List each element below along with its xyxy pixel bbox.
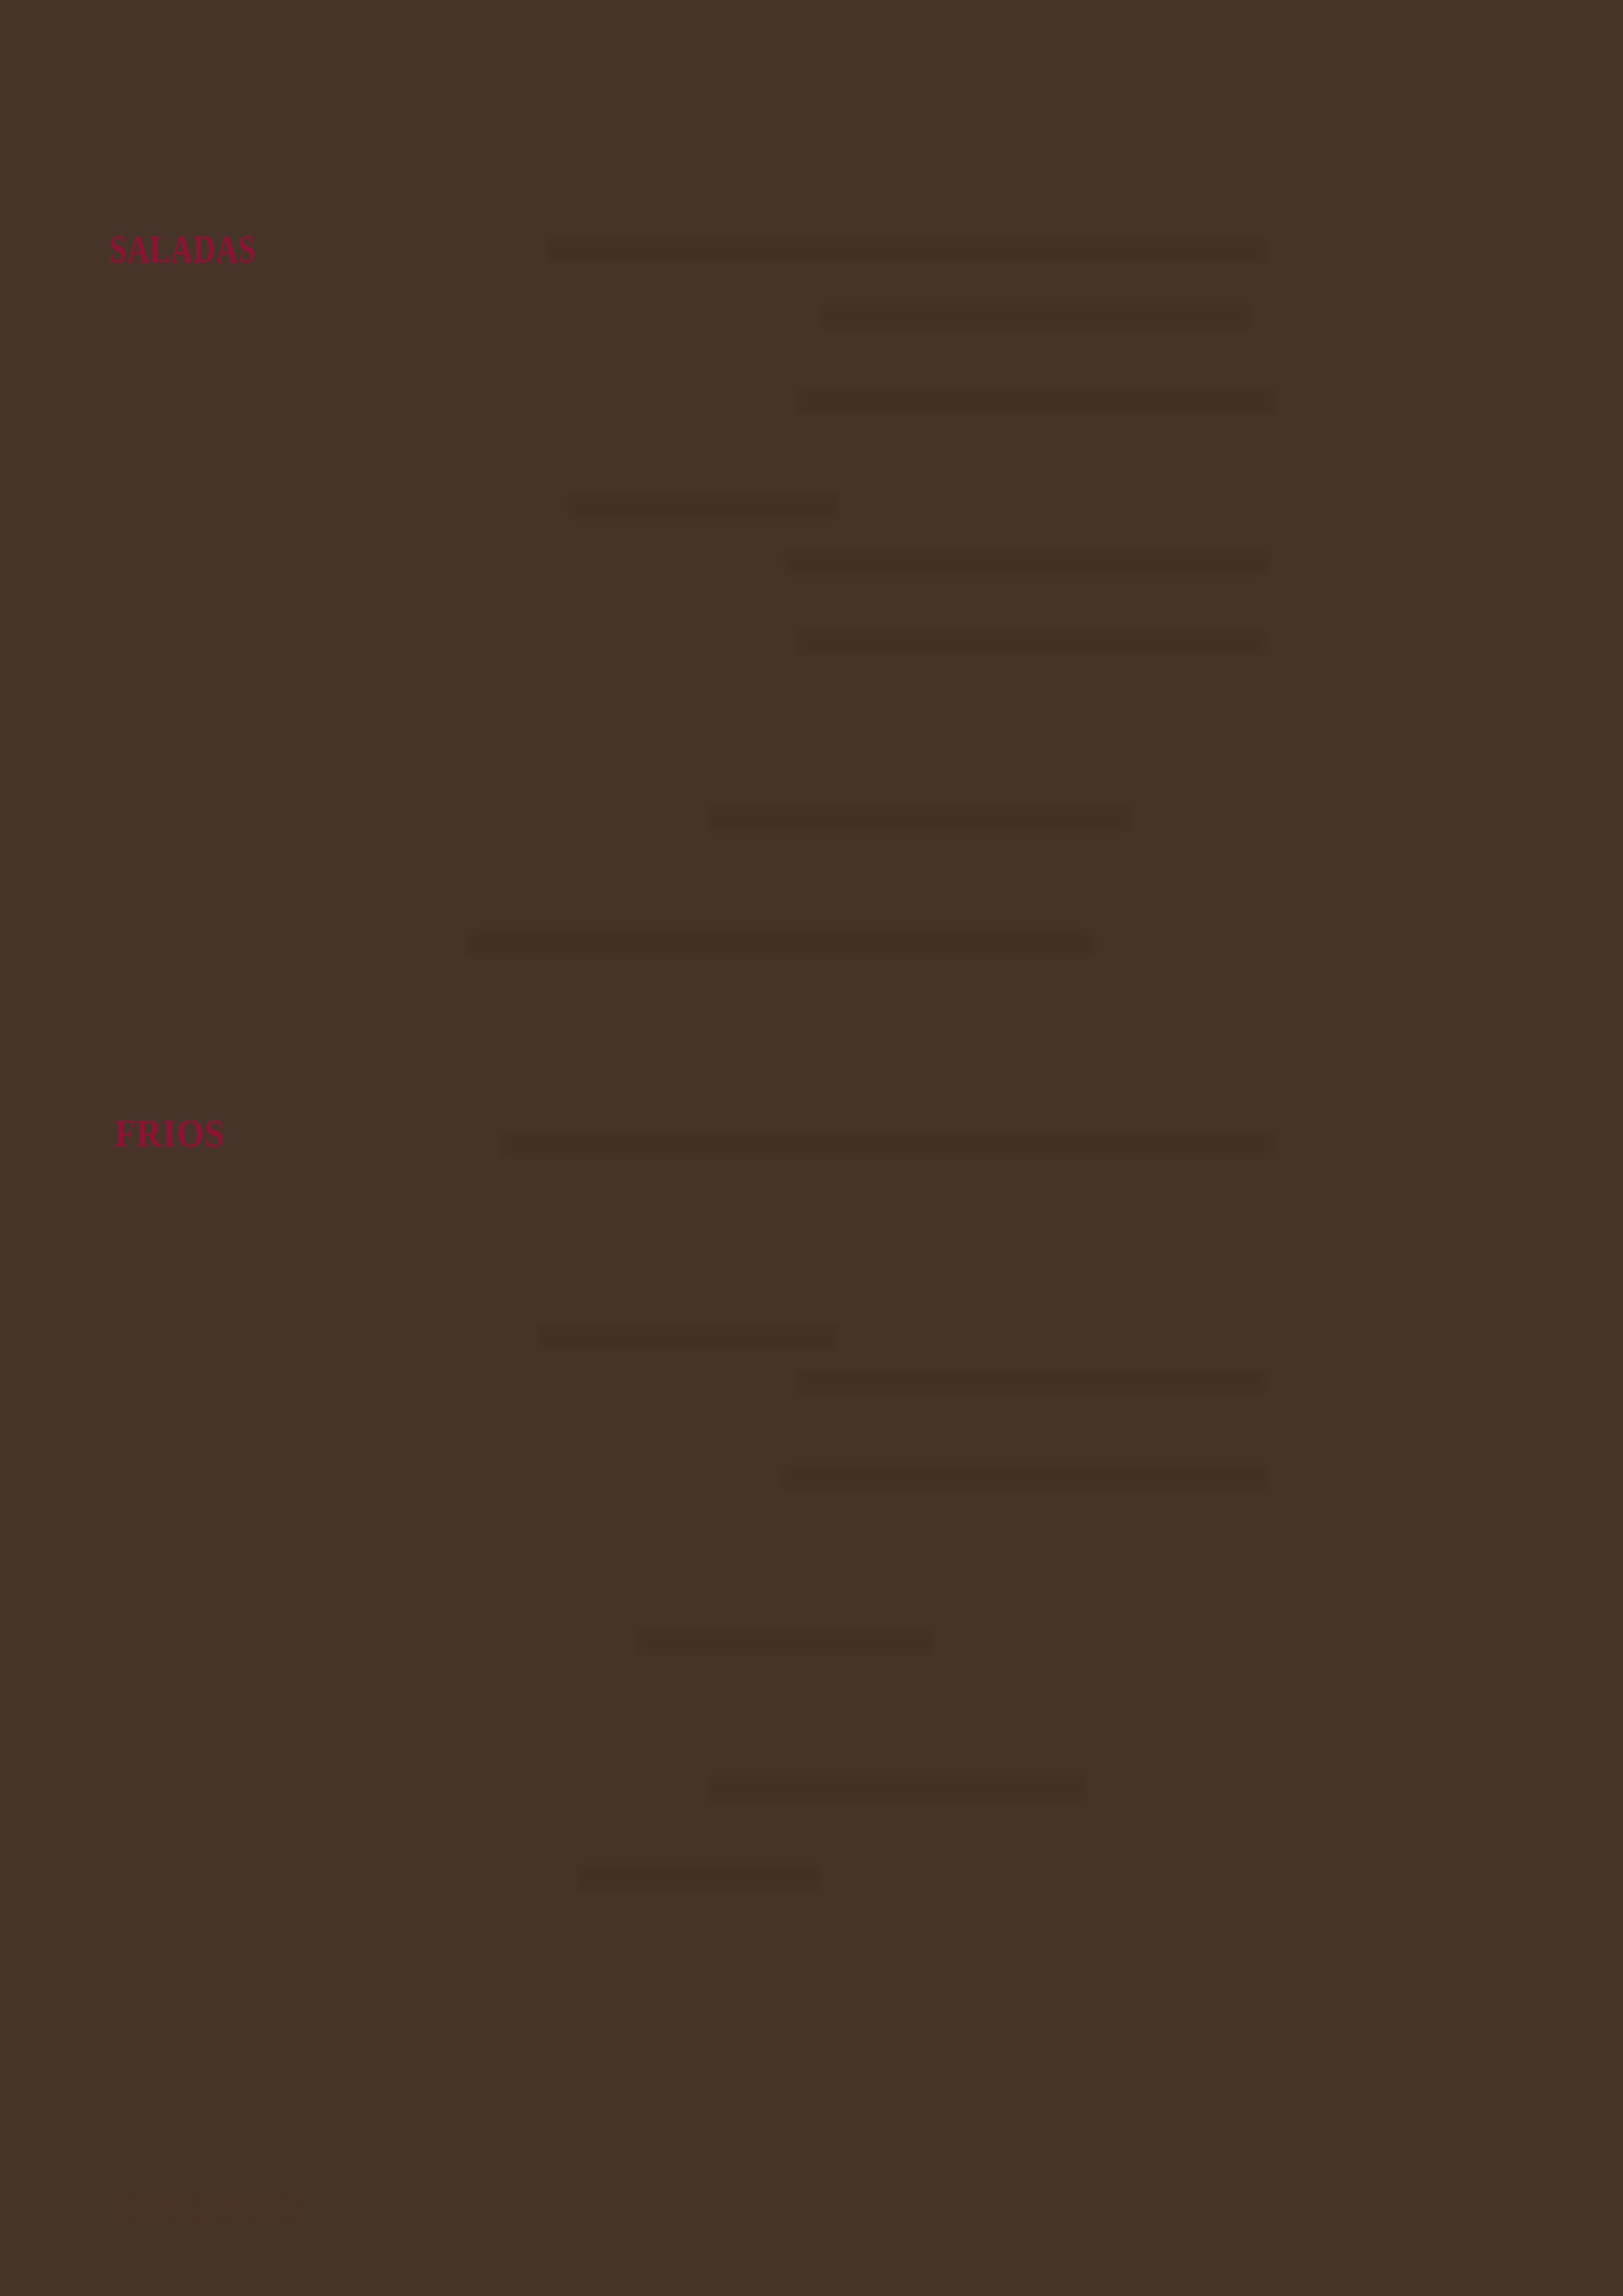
ghost-text-row (569, 493, 838, 518)
ghost-text-row (708, 807, 1130, 831)
ghost-text-row (578, 1866, 820, 1889)
ghost-text-row (502, 1133, 1273, 1156)
ghost-text-row (798, 388, 1273, 413)
section-title-saladas: SALADAS (109, 227, 256, 271)
ghost-text-row (540, 1326, 836, 1349)
ghost-text-row (785, 549, 1269, 574)
ghost-text-row (466, 931, 1094, 956)
ghost-text-row (798, 630, 1264, 653)
ghost-red-speckles (115, 2194, 303, 2226)
ghost-text-row (637, 1629, 933, 1652)
ghost-text-row (547, 239, 1264, 262)
ghost-text-row (820, 305, 1251, 328)
ghost-text-row (708, 1777, 1085, 1800)
ghost-text-row (784, 1465, 1268, 1491)
section-title-frios: FRIOS (114, 1111, 225, 1155)
ghost-text-row (798, 1370, 1264, 1394)
